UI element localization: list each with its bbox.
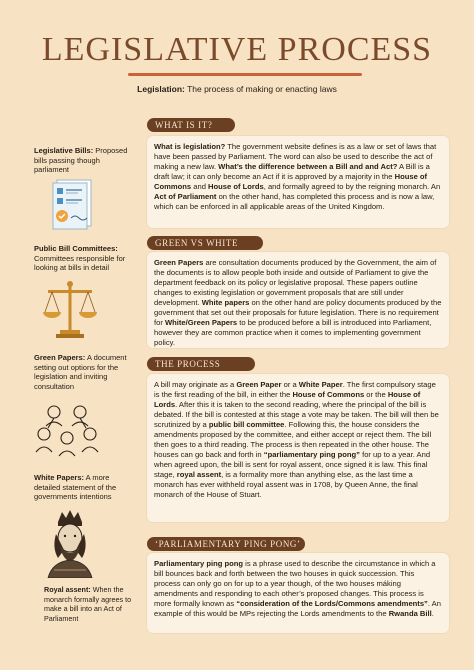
page-title: LEGISLATIVE PROCESS xyxy=(41,31,433,68)
what-p2: What’s the difference between a Bill and and Act? xyxy=(218,162,398,171)
pp-p0: Parliamentary ping pong xyxy=(154,559,244,568)
sidebar-item-text: Committees responsible for looking at bills in detail xyxy=(34,253,126,272)
pr-p10: . Following this, the house considers the amendments proposed by the committee, and either accept or reject them. The bill then goes to a third reading. The process is then repeated in the other house. The houses can go back and forth in xyxy=(154,420,432,459)
pr-p3: White Paper xyxy=(298,380,343,389)
what-p1: The government website defines is as a law or set of laws that have been passed by Parliament. The word can also be used to describe the act of making a new law. xyxy=(154,142,437,171)
section-heading-what-is-it: WHAT IS IT? xyxy=(147,118,235,132)
sidebar-item-text: A more detailed statement of the governments intentions xyxy=(34,473,117,501)
title-underline xyxy=(128,73,362,76)
section-heading-green-vs-white: GREEN VS WHITE xyxy=(147,236,263,250)
pr-p11: “parliamentary ping pong” xyxy=(263,450,360,459)
gw-p4: White/Green Papers xyxy=(164,318,238,327)
what-p0: What is legislation? xyxy=(154,142,226,151)
pr-p13: royal assent xyxy=(176,470,222,479)
page-subtitle xyxy=(0,84,474,94)
what-p7: , and formally agreed to by the reigning monarch. An xyxy=(263,182,441,191)
pp-p4: Rwanda Bill xyxy=(388,609,432,618)
sidebar-item-legislative-bills xyxy=(34,146,134,175)
section-heading-parliamentary-ping-pong: ‘PARLIAMENTARY PING PONG’ xyxy=(147,537,305,551)
sidebar-item-text: Proposed bills passing though parliament xyxy=(34,146,128,174)
pr-p6: or the xyxy=(364,390,388,399)
panel-green-vs-white xyxy=(147,252,449,348)
pr-p5: House of Commons xyxy=(292,390,365,399)
pr-p9: public bill committee xyxy=(208,420,285,429)
pr-p1: Green Paper xyxy=(236,380,282,389)
gw-p2: White papers xyxy=(201,298,250,307)
subtitle-text: The process of making or enacting laws xyxy=(184,84,337,94)
what-p9: on the other hand, has completed this process and is now a law, which can be enforced in all applicable areas of the United Kingdom. xyxy=(154,192,435,211)
sidebar-item-public-bill-committees xyxy=(34,244,134,273)
pr-p8: . After this it is taken to the second reading, where the principal of the bill is debated. If the bill is contested at this stage a vote may be taken. The bill will then be scrutinized by a xyxy=(154,400,439,429)
sidebar-item-green-papers xyxy=(34,353,134,391)
pr-p7: House of Lords xyxy=(154,390,421,409)
gw-p1: are consultation documents produced by the Government, the aim of the documents is to allow people both inside and outside of Parliament to give the department feedback on its policy or legislative proposal. These papers outline changes to existing legislation or government proposals that are still under development. xyxy=(154,258,437,307)
what-p5: and xyxy=(191,182,209,191)
pp-p2: “consideration of the Lords/Commons amendments” xyxy=(236,599,428,608)
sidebar-item-white-papers xyxy=(34,473,134,502)
gw-p0: Green Papers xyxy=(154,258,204,267)
sidebar-item-label: Legislative Bills: xyxy=(34,146,94,155)
sidebar-item-text: A document setting out options for the legislation and inviting consultation xyxy=(34,353,127,391)
pp-p3: . An example of this would be MPs rejecting the Lords amendments to the xyxy=(154,599,441,618)
pr-p12: for up to a year. And when agreed upon, the bill is sent for royal assent, once signed it is law. This final stage, xyxy=(154,450,431,479)
what-p8: Act of Parliament xyxy=(154,192,217,201)
sidebar-item-label: White Papers: xyxy=(34,473,85,482)
sidebar-item-label: Public Bill Committees: xyxy=(34,244,118,253)
pr-p4: . The first compulsory stage is the first reading of the bill, in either the xyxy=(154,380,436,399)
pp-p5: . xyxy=(431,609,434,618)
gw-p3: on the other hand are policy documents produced by the government that set out their proposals for future legislation. There is no requirement for xyxy=(154,298,442,327)
pr-p2: or a xyxy=(281,380,299,389)
what-p6: House of Lords xyxy=(208,182,264,191)
sidebar-item-royal-assent xyxy=(44,585,138,623)
people-discussion-icon xyxy=(34,404,104,462)
panel-what-is-it xyxy=(147,136,449,228)
pr-p14: , is a formality more than anything else, as the last time a monarch has ever withheld royal assent was in 1708, by Queen Anne, the final monarch of the House of Stuart. xyxy=(154,470,418,499)
pp-p1: is a phrase used to describe the circumstance in which a bill bounces back and forth between the two houses in quick succession. This process can only go on for up to a year though, of the two houses máking amendments and responding to each other’s proposed changes. This process is more formally known as xyxy=(154,559,436,608)
panel-the-process xyxy=(147,374,449,522)
document-checklist-icon xyxy=(48,176,98,232)
what-p3: A Bill is a draft law; it can only become an Act if it is approved by a majority in the xyxy=(154,162,430,181)
pr-p0: A bill may originate as a xyxy=(154,380,237,389)
subtitle-label: Legislation: xyxy=(137,84,185,94)
monarch-portrait-icon xyxy=(38,508,102,578)
sidebar-item-label: Royal assent: xyxy=(44,585,91,594)
what-p4: House of Commons xyxy=(154,172,428,191)
panel-parliamentary-ping-pong xyxy=(147,553,449,633)
sidebar-item-label: Green Papers: xyxy=(34,353,86,362)
gw-p5: to be produced before a bill is introduced into Parliament, however they are common practice when it comes to implementing government policy. xyxy=(154,318,432,347)
scales-icon xyxy=(40,278,100,342)
sidebar-item-text: When the monarch formally agrees to make a bill into an Act of Parliament xyxy=(44,585,132,623)
section-heading-the-process: THE PROCESS xyxy=(147,357,255,371)
